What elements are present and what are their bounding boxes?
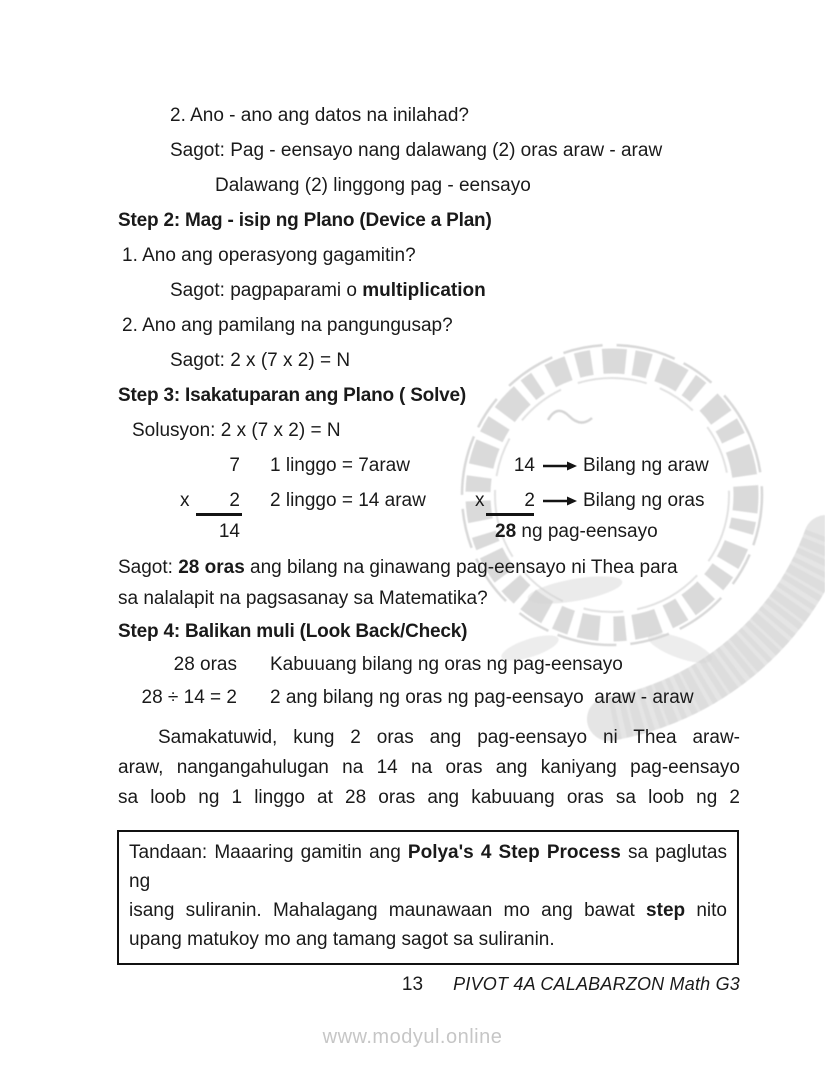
multiplicand-right: 14 — [513, 455, 535, 476]
solution-row-3 — [118, 522, 740, 542]
note-line-3: upang matukoy mo ang tamang sagot sa suliranin. — [129, 929, 555, 950]
note-l1-bold: Polya's 4 Step Process — [407, 842, 621, 863]
solusyon-line: Solusyon: 2 x (7 x 2) = N — [132, 420, 341, 441]
multiplicand-left: 7 — [229, 455, 240, 476]
multiplier-right: 2 — [524, 490, 535, 511]
solution-desc-1: 1 linggo = 7araw — [270, 455, 410, 476]
note-l2-bold: step — [646, 900, 686, 921]
product-right-bold: 28 — [495, 521, 517, 542]
answer-final-bold: 28 oras — [178, 557, 245, 578]
product-right — [495, 522, 658, 542]
multiplier-left: 2 — [229, 490, 240, 511]
solution-row-2 — [118, 491, 740, 511]
sum-line-left — [196, 513, 242, 516]
answer-operasyon-prefix: Sagot: pagpaparami o — [170, 280, 363, 301]
step3-heading: Step 3: Isakatuparan ang Plano ( Solve) — [118, 385, 467, 406]
question-pamilang: 2. Ano ang pamilang na pangungusap? — [122, 315, 453, 336]
answer-final-line2: sa nalalapit na pagsasanay sa Matematika? — [118, 588, 488, 609]
answer-datos-line2: Dalawang (2) linggong pag - eensayo — [215, 175, 531, 196]
note-line-2 — [129, 896, 727, 925]
note-line-1 — [129, 838, 727, 896]
check-row-2 — [118, 688, 740, 708]
step2-heading: Step 2: Mag - isip ng Plano (Device a Plan) — [118, 210, 492, 231]
check-row-1 — [118, 655, 740, 675]
note-l1-seg1: Tandaan: Maaaring gamitin ang — [129, 842, 408, 863]
closing-line-1: Samakatuwid, kung 2 oras ang pag-eensayo ni Thea araw- — [158, 727, 740, 748]
note-l1-seg3: sa paglutas ng — [129, 842, 727, 892]
closing-line-3: sa loob ng 1 linggo at 28 oras ang kabuuang oras sa loob ng 2 — [118, 787, 740, 808]
site-watermark: www.modyul.online — [322, 1026, 503, 1048]
answer-datos: Sagot: Pag - eensayo nang dalawang (2) oras araw - araw — [170, 140, 663, 161]
answer-final-rest: ang bilang na ginawang pag-eensayo ni Thea para — [244, 557, 678, 578]
product-right-rest: ng pag-eensayo — [516, 521, 658, 542]
multiply-sign-right: x — [475, 490, 485, 511]
answer-operasyon — [118, 281, 740, 301]
check-desc-2: 2 ang bilang ng oras ng pag-eensayo araw - araw — [270, 687, 694, 708]
question-operasyon: 1. Ano ang operasyong gagamitin? — [122, 245, 416, 266]
step4-heading: Step 4: Balikan muli (Look Back/Check) — [118, 621, 468, 642]
closing-line-2: araw, nangangahulugan na 14 na oras ang kaniyang pag-eensayo — [118, 757, 740, 778]
product-left: 14 — [218, 521, 240, 542]
edition-label: PIVOT 4A CALABARZON Math G3 — [453, 974, 740, 994]
note-l2-seg1: isang suliranin. Mahalagang maunawaan mo ang bawat — [129, 900, 647, 921]
page-content — [118, 99, 740, 818]
solution-label-1: Bilang ng araw — [583, 455, 709, 476]
answer-operasyon-bold: multiplication — [362, 280, 486, 301]
solution-desc-2: 2 linggo = 14 araw — [270, 490, 426, 511]
note-l2-seg3: nito — [685, 900, 727, 921]
check-value-1: 28 oras — [173, 654, 237, 675]
check-value-2: 28 ÷ 14 = 2 — [141, 687, 237, 708]
sum-line-right — [486, 513, 534, 516]
question-datos: 2. Ano - ano ang datos na inilahad? — [170, 105, 469, 126]
closing-paragraph — [118, 728, 740, 808]
solution-label-2: Bilang ng oras — [583, 490, 705, 511]
answer-final-line1 — [118, 558, 740, 578]
page-number: 13 — [401, 974, 424, 995]
sum-lines — [118, 513, 740, 516]
arrow-right-icon — [543, 491, 577, 511]
solution-row-1 — [118, 456, 740, 476]
arrow-right-icon — [543, 456, 577, 476]
note-box — [117, 830, 739, 965]
answer-final-prefix: Sagot: — [118, 557, 179, 578]
check-desc-1: Kabuuang bilang ng oras ng pag-eensayo — [270, 654, 623, 675]
multiply-sign-left: x — [180, 490, 190, 511]
answer-pamilang: Sagot: 2 x (7 x 2) = N — [170, 350, 351, 371]
